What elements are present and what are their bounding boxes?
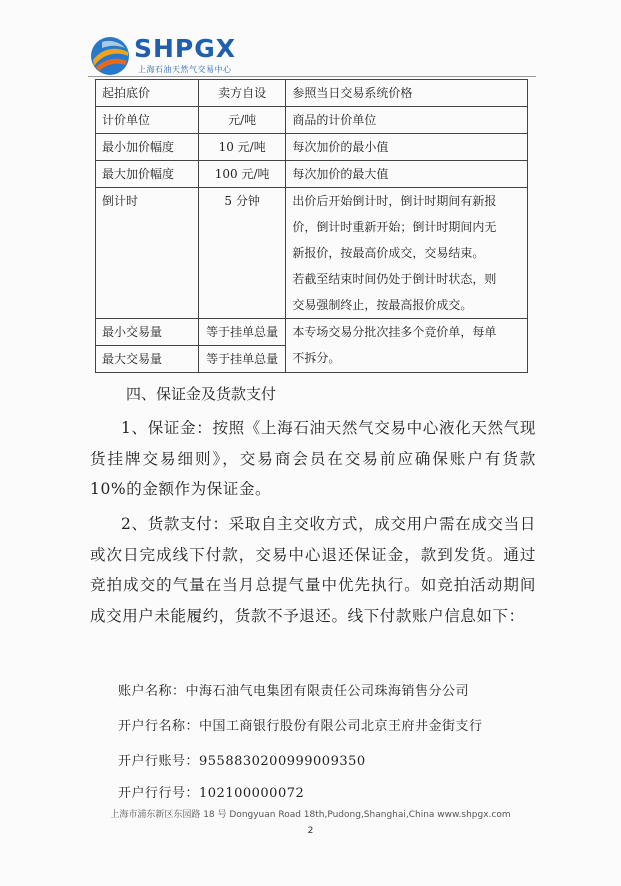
section-heading: 四、保证金及货款支付 bbox=[126, 385, 277, 403]
account-name-label: 账户名称： bbox=[118, 684, 186, 699]
desc-line: 价，倒计时重新开始；倒计时期间内无 bbox=[292, 220, 497, 234]
logo-wordmark: SHPGX bbox=[134, 34, 237, 63]
account-number-value: 9558830200999009350 bbox=[199, 754, 366, 769]
rule-desc-multiline bbox=[286, 188, 528, 319]
desc-line: 交易强制终止，按最高报价成交。 bbox=[292, 298, 473, 312]
rule-value: 元/吨 bbox=[198, 107, 285, 134]
account-number-label: 开户行账号： bbox=[118, 754, 200, 769]
rule-desc: 参照当日交易系统价格 bbox=[286, 80, 528, 107]
rule-name: 最大加价幅度 bbox=[96, 161, 199, 188]
rule-desc: 商品的计价单位 bbox=[286, 107, 528, 134]
bank-code-value: 102100000072 bbox=[199, 786, 305, 801]
globe-logo-icon bbox=[88, 34, 132, 78]
bank-code-line bbox=[118, 782, 304, 801]
shpgx-logo bbox=[88, 34, 268, 78]
desc-line: 不拆分。 bbox=[292, 351, 341, 365]
table-row bbox=[96, 80, 528, 107]
account-name-line bbox=[118, 680, 469, 699]
table-row bbox=[96, 319, 528, 346]
desc-line: 出价后开始倒计时，倒计时期间有新报 bbox=[292, 194, 497, 208]
rule-name: 最小交易量 bbox=[96, 319, 199, 346]
payment-paragraph: 2、货款支付：采取自主交收方式，成交用户需在成交当日或次日完成线下付款，交易中心退还保证金，款到发货。通过竞拍成交的气量在当月总提气量中优先执行。如竞拍活动期间成交用户未能履约，货款不予退还。线下付款账户信息如下： bbox=[90, 515, 536, 625]
rule-name: 起拍底价 bbox=[96, 80, 199, 107]
rule-name: 最大交易量 bbox=[96, 346, 199, 373]
rule-value: 等于挂单总量 bbox=[198, 319, 285, 346]
footer-address: 上海市浦东新区东园路 18 号 Dongyuan Road 18th,Pudong,Shanghai,China www.shpgx.com bbox=[110, 810, 511, 820]
table-row bbox=[96, 161, 528, 188]
logo-subtitle: 上海石油天然气交易中心 bbox=[138, 65, 232, 74]
bank-code-label: 开户行行号： bbox=[118, 786, 200, 801]
bank-name-line bbox=[118, 715, 483, 734]
desc-line: 若截至结束时间仍处于倒计时状态，则 bbox=[292, 272, 497, 286]
bank-name-label: 开户行名称： bbox=[118, 719, 200, 734]
rule-name: 计价单位 bbox=[96, 107, 199, 134]
auction-rules-table bbox=[95, 79, 528, 373]
page-number: 2 bbox=[307, 826, 314, 836]
table-row bbox=[96, 188, 528, 319]
table-row bbox=[96, 134, 528, 161]
rule-value: 100 元/吨 bbox=[198, 161, 285, 188]
rule-desc: 每次加价的最大值 bbox=[286, 161, 528, 188]
desc-line: 新报价，按最高价成交，交易结束。 bbox=[292, 246, 485, 260]
desc-line: 本专场交易分批次挂多个竞价单，每单 bbox=[292, 325, 497, 339]
rule-value: 等于挂单总量 bbox=[198, 346, 285, 373]
header-divider bbox=[88, 76, 536, 77]
bank-name-value: 中国工商银行股份有限公司北京王府井金街支行 bbox=[199, 719, 483, 734]
table-row bbox=[96, 107, 528, 134]
rule-desc-merged bbox=[286, 319, 528, 373]
deposit-paragraph: 1、保证金：按照《上海石油天然气交易中心液化天然气现货挂牌交易细则》，交易商会员在交易前应确保账户有货款 10%的金额作为保证金。 bbox=[90, 419, 536, 498]
rule-desc: 每次加价的最小值 bbox=[286, 134, 528, 161]
account-number-line bbox=[118, 750, 366, 769]
rule-name: 倒计时 bbox=[96, 188, 199, 319]
rule-value: 卖方自设 bbox=[198, 80, 285, 107]
rule-name: 最小加价幅度 bbox=[96, 134, 199, 161]
rule-value: 5 分钟 bbox=[198, 188, 285, 319]
rule-value: 10 元/吨 bbox=[198, 134, 285, 161]
account-name-value: 中海石油气电集团有限责任公司珠海销售分公司 bbox=[185, 684, 470, 699]
